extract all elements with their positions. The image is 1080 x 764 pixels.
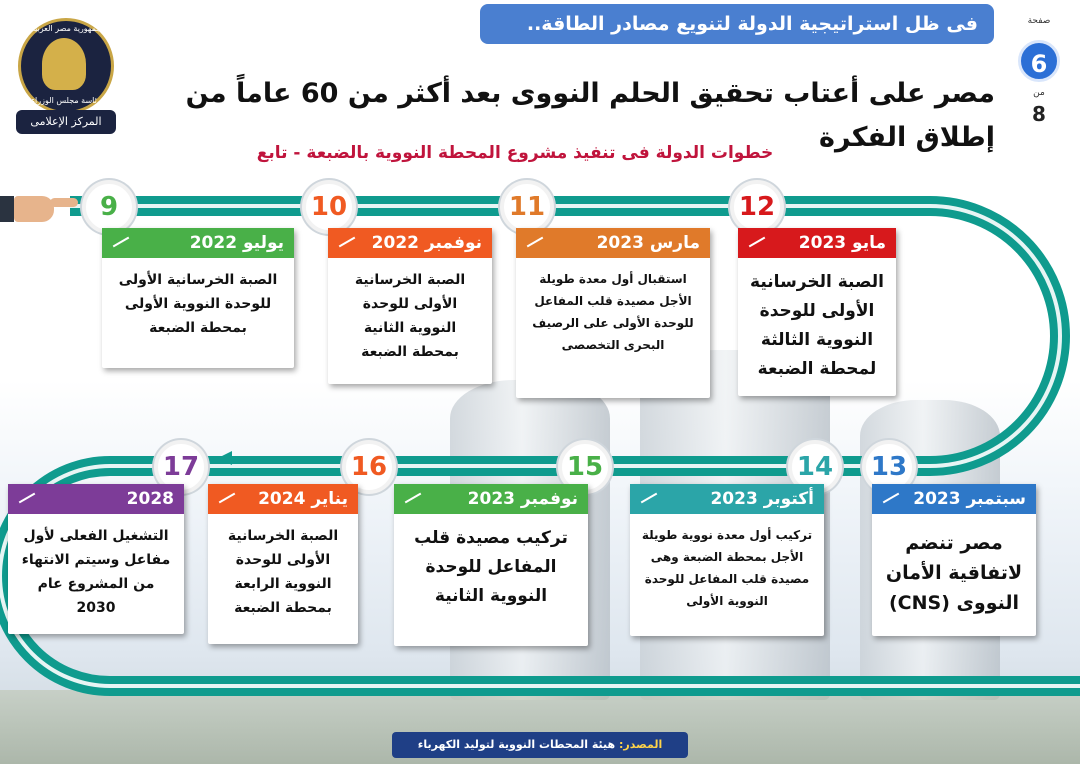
step-card-header <box>394 484 588 514</box>
step-card <box>102 228 294 368</box>
step-card-header <box>8 484 184 514</box>
page-total: 8 <box>1032 102 1046 126</box>
logo-top-text: جمهورية مصر العربية <box>30 24 102 33</box>
step-card <box>630 484 824 636</box>
step-date: نوفمبر 2022 <box>371 233 482 253</box>
step-date: يوليو 2022 <box>189 233 284 253</box>
step-card <box>394 484 588 646</box>
step-card <box>872 484 1036 636</box>
step-card-header <box>516 228 710 258</box>
page-current: 6 <box>1018 40 1060 82</box>
step-text: الصبة الخرسانية الأولى للوحدة النووية الثانية بمحطة الضبعة <box>354 272 466 360</box>
page-of-label: من <box>1033 88 1045 98</box>
page-subtitle: خطوات الدولة فى تنفيذ مشروع المحطة النووية بالضبعة - تابع <box>256 143 774 163</box>
step-number: 15 <box>558 440 612 494</box>
source-bar <box>392 732 688 758</box>
step-number: 16 <box>342 440 396 494</box>
media-center-logo <box>16 18 116 136</box>
step-card-header <box>328 228 492 258</box>
page-label: صفحة <box>1027 16 1051 26</box>
step-date: 2028 <box>126 489 174 509</box>
page-title: مصر على أعتاب تحقيق الحلم النووى بعد أكثر من 60 عاماً من إطلاق الفكرة <box>185 78 995 153</box>
step-date: مارس 2023 <box>596 233 700 253</box>
logo-mid-text: رئاسة مجلس الوزراء <box>31 96 101 105</box>
step-card-header <box>630 484 824 514</box>
step-card <box>208 484 358 644</box>
step-text: تركيب مصيدة قلب المفاعل للوحدة النووية الثانية <box>414 528 568 606</box>
step-card <box>8 484 184 634</box>
step-date: مايو 2023 <box>798 233 886 253</box>
step-number: 10 <box>302 180 356 234</box>
source-text: هيئة المحطات النووية لتوليد الكهرباء <box>417 738 616 751</box>
logo-ribbon: المركز الإعلامى <box>16 110 116 134</box>
step-card-header <box>208 484 358 514</box>
step-date: سبتمبر 2023 <box>913 489 1026 509</box>
step-text: استقبال أول معدة طويلة الأجل مصيدة قلب المفاعل للوحدة الأولى على الرصيف البحرى التخصصى <box>532 272 694 352</box>
step-number: 13 <box>862 440 916 494</box>
step-card-header <box>738 228 896 258</box>
step-card <box>516 228 710 398</box>
step-date: يناير 2024 <box>258 489 348 509</box>
step-date: نوفمبر 2023 <box>467 489 578 509</box>
step-number: 17 <box>154 440 208 494</box>
step-number: 14 <box>788 440 842 494</box>
step-number: 12 <box>730 180 784 234</box>
step-text: الصبة الخرسانية الأولى للوحدة النووية الثالثة لمحطة الضبعة <box>750 272 884 379</box>
step-card-header <box>102 228 294 258</box>
step-number: 11 <box>500 180 554 234</box>
step-text: التشغيل الفعلى لأول مفاعل وسيتم الانتهاء من المشروع عام 2030 <box>21 528 171 616</box>
step-number: 9 <box>82 180 136 234</box>
eagle-emblem-icon <box>42 38 86 90</box>
strategy-banner: فى ظل استراتيجية الدولة لتنويع مصادر الطاقة.. <box>480 4 994 44</box>
page-indicator <box>1018 6 1060 124</box>
step-card-header <box>872 484 1036 514</box>
source-label: المصدر: <box>619 738 663 751</box>
step-date: أكتوبر 2023 <box>710 489 814 509</box>
pointing-hand-icon <box>0 190 80 226</box>
step-text: تركيب أول معدة نووية طويلة الأجل بمحطة الضبعة وهى مصيدة قلب المفاعل للوحدة النووية الأولى <box>641 528 813 608</box>
step-card <box>328 228 492 384</box>
step-text: مصر تنضم لاتفاقية الأمان النووى (CNS) <box>885 532 1023 614</box>
step-card <box>738 228 896 396</box>
step-text: الصبة الخرسانية الأولى للوحدة النووية الأولى بمحطة الضبعة <box>118 272 278 336</box>
step-text: الصبة الخرسانية الأولى للوحدة النووية الرابعة بمحطة الضبعة <box>227 528 339 616</box>
